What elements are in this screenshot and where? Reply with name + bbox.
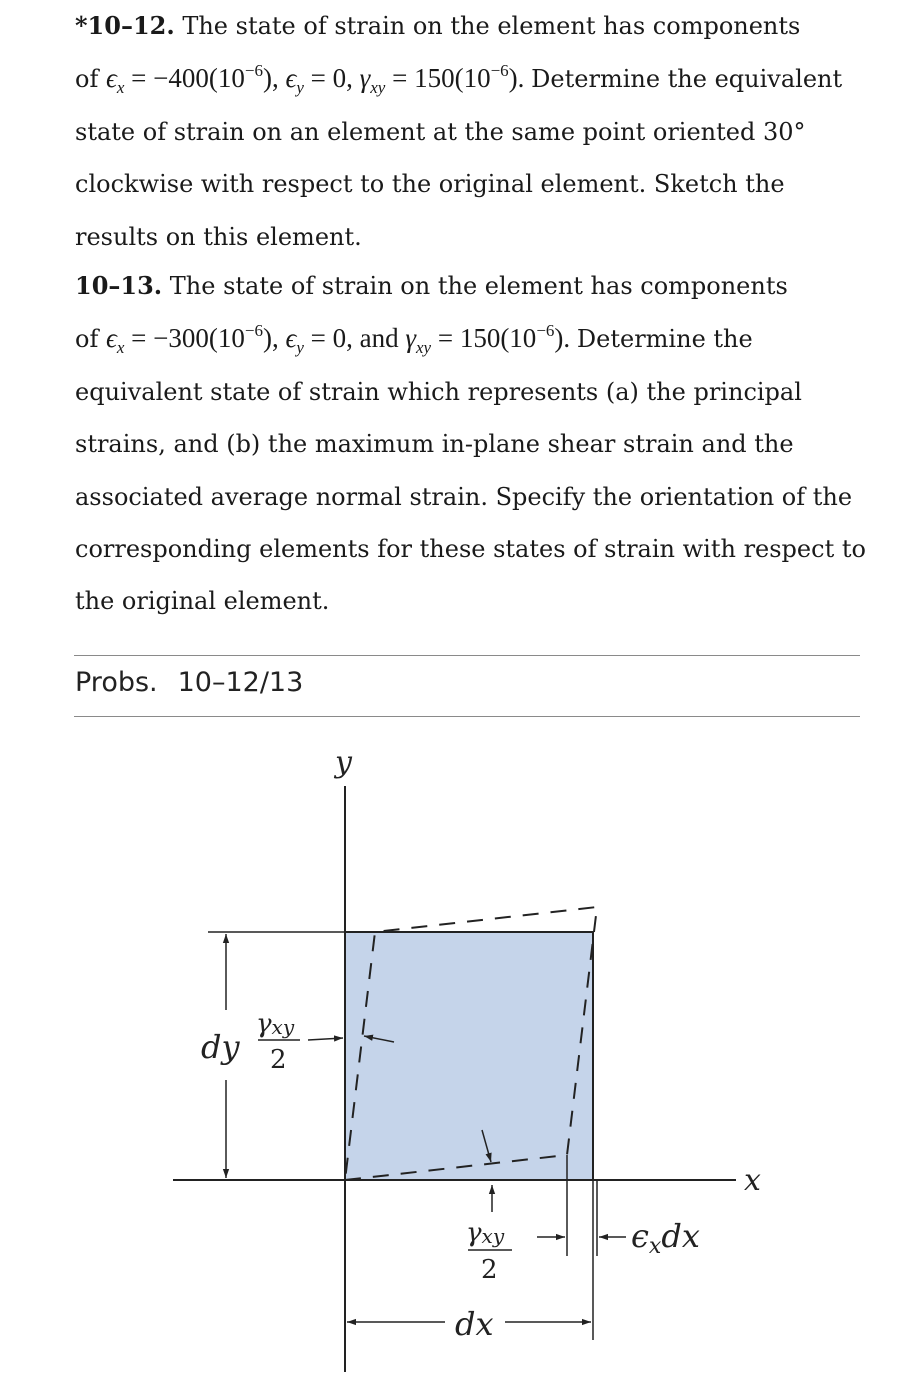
caption-numbers: 10–12/13 bbox=[177, 667, 304, 698]
x-axis-label: x bbox=[744, 1163, 761, 1198]
shear-left-arrow-out bbox=[308, 1038, 343, 1040]
problem-text: The state of strain on the element has components bbox=[182, 12, 801, 40]
strain-expression: $\epsilon_x = -400(10^{-6})$, $\epsilon_y = 0$, $\gamma_{xy} = 150(10^{-6})$. bbox=[105, 61, 532, 98]
strain-expression: $\epsilon_x = -300(10^{-6})$, $\epsilon_y = 0$, and $\gamma_{xy} = 150(10^{-6})$. bbox=[105, 321, 577, 358]
normal-strain-label: ϵxdx bbox=[631, 1217, 700, 1259]
problem-number: *10–12. bbox=[75, 11, 175, 40]
element-square bbox=[345, 932, 593, 1180]
dy-label: dy bbox=[201, 1028, 240, 1066]
problem-text: The state of strain on the element has components bbox=[169, 272, 788, 300]
problem-number: 10–13. bbox=[75, 271, 163, 300]
shear-bottom-denominator: 2 bbox=[481, 1255, 498, 1285]
shear-strain-left-label: γxy bbox=[256, 1009, 295, 1039]
caption-label: Probs. bbox=[75, 667, 158, 698]
shear-left-denominator: 2 bbox=[270, 1045, 287, 1075]
problem-text: of bbox=[75, 65, 106, 94]
problem-text: of bbox=[75, 325, 106, 354]
dx-label: dx bbox=[455, 1305, 494, 1343]
problem-text: Determine the equivalent state of strain which represents (a) the principal strains, and (b) the maximum in-plane shear strain and the associated average normal strain. Specify the orientation of the corresponding elements for these states of strain with respect to the original element. bbox=[75, 325, 866, 616]
shear-strain-bottom-label: γxy bbox=[466, 1218, 505, 1248]
problem-text: Determine the equivalent state of strain on an element at the same point oriented 30° clockwise with respect to the original element. Sketch the results on this element. bbox=[75, 65, 843, 251]
y-axis-label: y bbox=[335, 745, 352, 780]
